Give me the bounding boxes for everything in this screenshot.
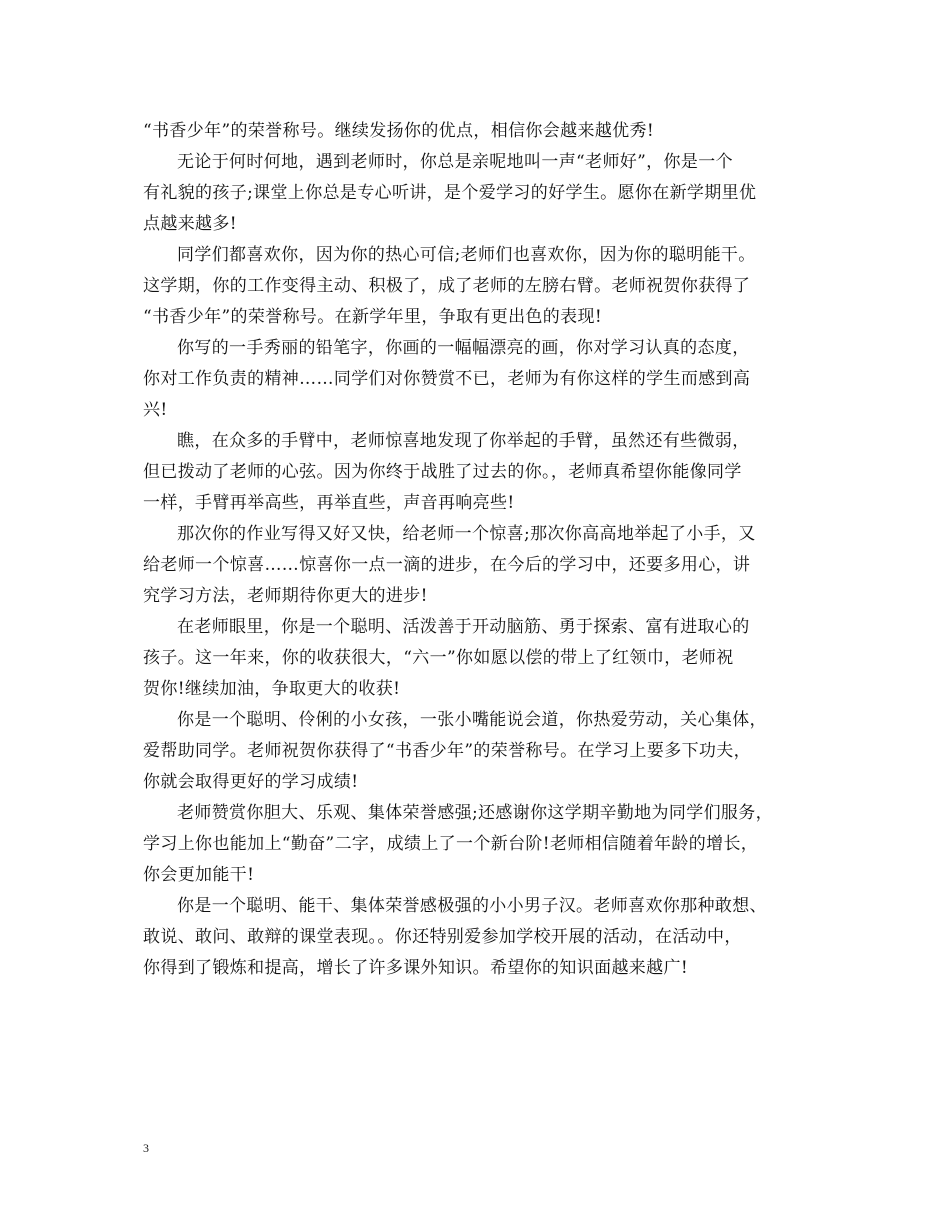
- paragraph-first-line: 你是一个聪明、能干、集体荣誉感极强的小小男子汉。老师喜欢你那种敢想、: [177, 896, 767, 916]
- text-line: 你就会取得更好的学习成绩!: [143, 772, 359, 792]
- text-line: 究学习方法，老师期待你更大的进步!: [143, 586, 428, 606]
- document-body: [143, 116, 813, 984]
- text-line: 点越来越多!: [143, 214, 237, 234]
- text-line: 贺你!继续加油，争取更大的收获!: [143, 679, 401, 699]
- paragraph-first-line: 瞧，在众多的手臂中，老师惊喜地发现了你举起的手臂，虽然还有些微弱，: [177, 431, 750, 451]
- text-line: 敢说、敢问、敢辩的课堂表现。。你还特别爱参加学校开展的活动，在活动中，: [143, 927, 742, 947]
- paragraph-first-line: 同学们都喜欢你，因为你的热心可信;老师们也喜欢你，因为你的聪明能干。: [177, 245, 756, 265]
- text-line: 有礼貌的孩子;课堂上你总是专心听讲，是个爱学习的好学生。愿你在新学期里优: [143, 183, 757, 203]
- text-line: “书香少年”的荣誉称号。在新学年里，争取有更出色的表现!: [143, 307, 603, 327]
- paragraph-first-line: 你写的一手秀丽的铅笔字，你画的一幅幅漂亮的画，你对学习认真的态度，: [177, 338, 750, 358]
- paragraph-first-line: 无论于何时何地，遇到老师时，你总是亲呢地叫一声“老师好”，你是一个: [177, 152, 733, 172]
- paragraph-first-line: 老师赞赏你胆大、乐观、集体荣誉感强;还感谢你这学期辛勤地为同学们服务，: [177, 803, 773, 823]
- paragraph-first-line: 你是一个聪明、伶俐的小女孩，一张小嘴能说会道，你热爱劳动，关心集体，: [177, 710, 767, 730]
- text-line: 学习上你也能加上“勤奋”二字，成绩上了一个新台阶!老师相信随着年龄的增长，: [143, 834, 759, 854]
- paragraph-first-line: 那次你的作业写得又好又快，给老师一个惊喜;那次你高高地举起了小手，又: [177, 524, 756, 544]
- text-line: 你会更加能干!: [143, 865, 255, 885]
- paragraph-first-line: 在老师眼里，你是一个聪明、活泼善于开动脑筋、勇于探索、富有进取心的: [177, 617, 750, 637]
- text-line: 一样，手臂再举高些，再举直些，声音再响亮些!: [143, 493, 515, 513]
- text-line: 孩子。这一年来，你的收获很大，“六一”你如愿以偿的带上了红领巾，老师祝: [143, 648, 734, 668]
- page-number: 3: [143, 1141, 149, 1155]
- text-line: 但已拨动了老师的心弦。因为你终于战胜了过去的你。，老师真希望你能像同学: [143, 462, 742, 482]
- text-line: “书香少年”的荣誉称号。继续发扬你的优点，相信你会越来越优秀!: [143, 121, 655, 141]
- text-line: 给老师一个惊喜……惊喜你一点一滴的进步，在今后的学习中，还要多用心，讲: [143, 555, 751, 575]
- text-line: 这学期，你的工作变得主动、积极了，成了老师的左膀右臂。老师祝贺你获得了: [143, 276, 751, 296]
- text-line: 你得到了锻炼和提高，增长了许多课外知识。希望你的知识面越来越广!: [143, 958, 689, 978]
- text-line: 爱帮助同学。老师祝贺你获得了“书香少年”的荣誉称号。在学习上要多下功夫，: [143, 741, 751, 761]
- text-line: 你对工作负责的精神……同学们对你赞赏不已，老师为有你这样的学生而感到高: [143, 369, 751, 389]
- text-line: 兴!: [143, 400, 168, 420]
